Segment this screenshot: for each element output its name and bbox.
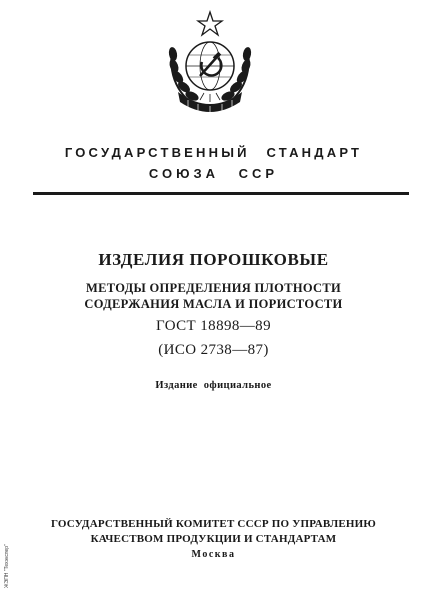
header-divider [33,192,409,195]
ussr-state-emblem-icon [160,10,260,120]
side-note: ЖЭПН "Техэкспер" [4,544,10,588]
iso-reference: (ИСО 2738—87) [158,342,269,358]
header-line-1: ГОСУДАРСТВЕННЫЙ СТАНДАРТ [64,145,363,160]
publisher-line-1: ГОСУДАРСТВЕННЫЙ КОМИТЕТ СССР ПО УПРАВЛЕНИЮ [50,518,377,530]
edition-label: Издание официальное [155,380,272,391]
publisher-line-2: КАЧЕСТВОМ ПРОДУКЦИИ И СТАНДАРТАМ [90,533,337,545]
header-line-2: СОЮЗА ССР [148,166,279,181]
document-subtitle-line-1: МЕТОДЫ ОПРЕДЕЛЕНИЯ ПЛОТНОСТИ [85,281,342,295]
document-subtitle-line-2: СОДЕРЖАНИЯ МАСЛА И ПОРИСТОСТИ [84,297,343,311]
document-title: ИЗДЕЛИЯ ПОРОШКОВЫЕ [98,250,329,269]
publisher-city: Москва [191,549,236,560]
standard-number: ГОСТ 18898—89 [156,318,271,334]
